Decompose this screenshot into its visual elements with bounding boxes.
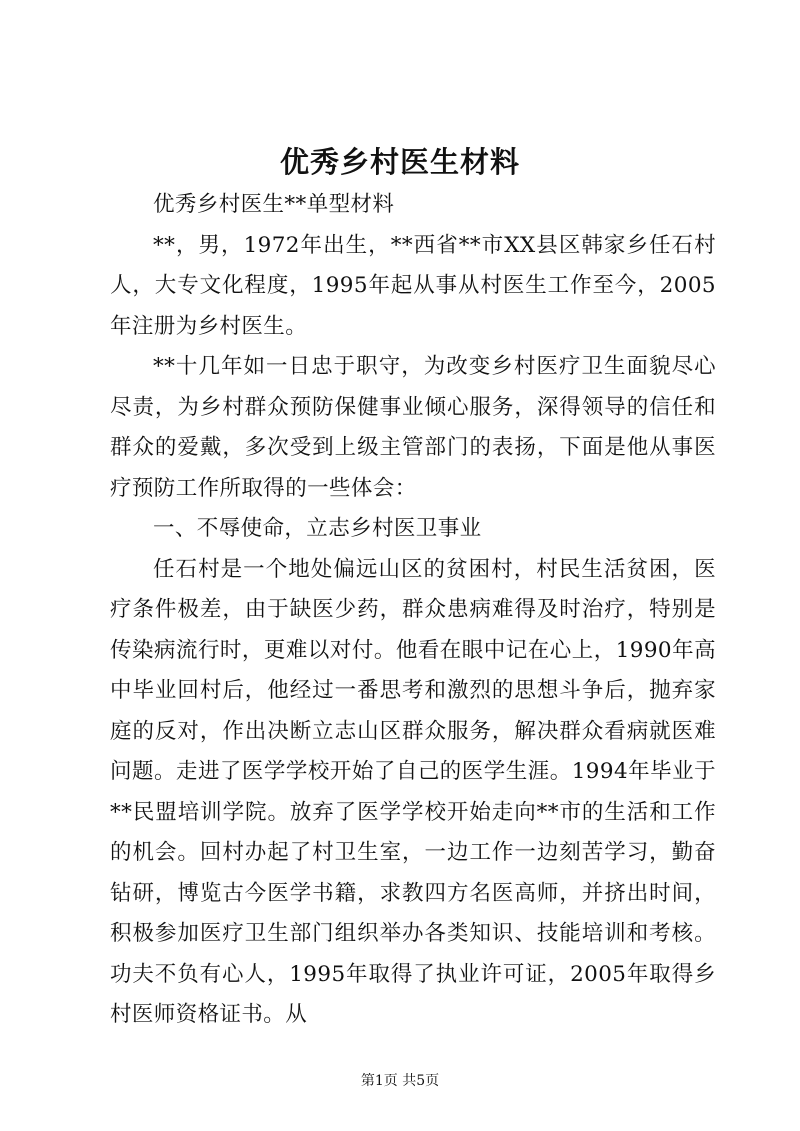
document-body [110,185,716,1036]
page-footer: 第1页 共5页 [360,1073,440,1089]
section-heading: 一、不辱使命，立志乡村医卫事业 [153,516,482,541]
profile-paragraph: **，男，1972年出生，**西省**市XX县区韩家乡任石村人，大专文化程度，1995年起从事从村医生工作至今，2005年注册为乡村医生。 [110,232,716,339]
subtitle-paragraph: 优秀乡村医生**单型材料 [153,192,395,217]
section-paragraph: 任石村是一个地处偏远山区的贫困村，村民生活贫困，医疗条件极差，由于缺医少药，群众患病难得及时治疗，特别是传染病流行时，更难以对付。他看在眼中记在心上，1990年高中毕业回村后，他经过一番思考和激烈的思想斗争后，抛弃家庭的反对，作出决断立志山区群众服务，解决群众看病就医难问题。走进了医学学校开始了自己的医学生涯。1994年毕业于**民盟培训学院。放弃了医学学校开始走向**市的生活和工作的机会。回村办起了村卫生室，一边工作一边刻苦学习，勤奋钻研，博览古今医学书籍，求教四方名医高师，并挤出时间，积极参加医疗卫生部门组织举办各类知识、技能培训和考核。功夫不负有心人，1995年取得了执业许可证，2005年取得乡村医师资格证书。从 [110,556,716,1027]
summary-paragraph: **十几年如一日忠于职守，为改变乡村医疗卫生面貌尽心尽责，为乡村群众预防保健事业倾心服务，深得领导的信任和群众的爱戴，多次受到上级主管部门的表扬，下面是他从事医疗预防工作所取得的一些体会： [110,354,716,501]
document-title: 优秀乡村医生材料 [279,145,520,179]
